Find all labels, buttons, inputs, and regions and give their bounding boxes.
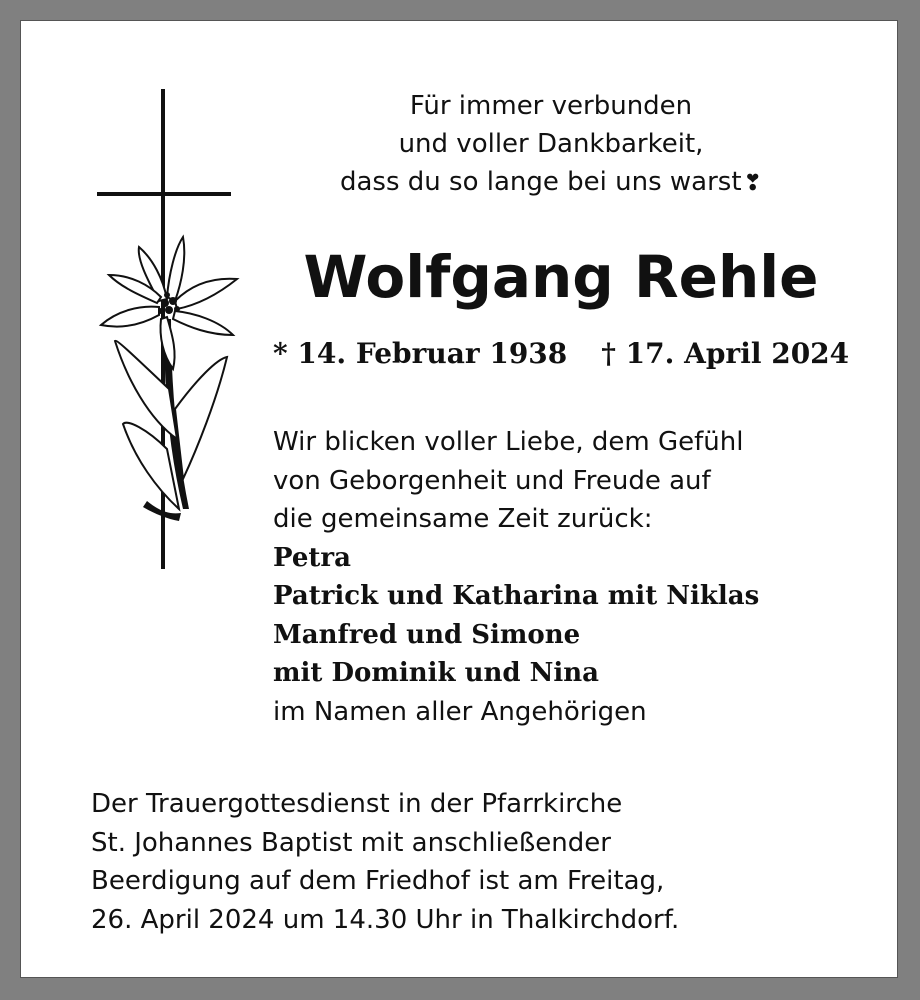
death-date: † 17. April 2024 (601, 337, 850, 370)
intro-line: und voller Dankbarkeit, (398, 129, 704, 159)
service-info (91, 785, 679, 939)
intro-verse (291, 87, 811, 203)
service-line: Der Trauergottesdienst in der Pfarrkirche (91, 789, 623, 819)
family-line: Patrick und Katharina mit Niklas (273, 581, 760, 611)
message-line: die gemeinsame Zeit zurück: (273, 504, 653, 534)
heart-icon: ❣ (743, 171, 762, 196)
life-dates (273, 337, 849, 370)
notice-frame (10, 10, 910, 990)
intro-line (291, 163, 811, 203)
service-line: 26. April 2024 um 14.30 Uhr in Thalkirchdorf. (91, 904, 680, 935)
closing-line: im Namen aller Angehörigen (273, 696, 647, 727)
service-line: St. Johannes Baptist mit anschließender (91, 827, 611, 858)
intro-line-text: dass du so lange bei uns warst (340, 167, 742, 197)
message-line: von Geborgenheit und Freude auf (273, 465, 711, 496)
family-line: Manfred und Simone (273, 619, 581, 650)
obituary-card (20, 20, 898, 978)
message-line: Wir blicken voller Liebe, dem Gefühl (273, 427, 744, 457)
message-block (273, 423, 759, 731)
family-line: mit Dominik und Nina (273, 658, 600, 688)
family-line: Petra (273, 542, 351, 573)
cross-with-edelweiss-icon (87, 89, 247, 593)
birth-date: * 14. Februar 1938 (273, 337, 568, 370)
deceased-name: Wolfgang Rehle (303, 243, 819, 311)
intro-line: Für immer verbunden (409, 91, 693, 121)
service-line: Beerdigung auf dem Friedhof ist am Freitag, (91, 866, 665, 896)
